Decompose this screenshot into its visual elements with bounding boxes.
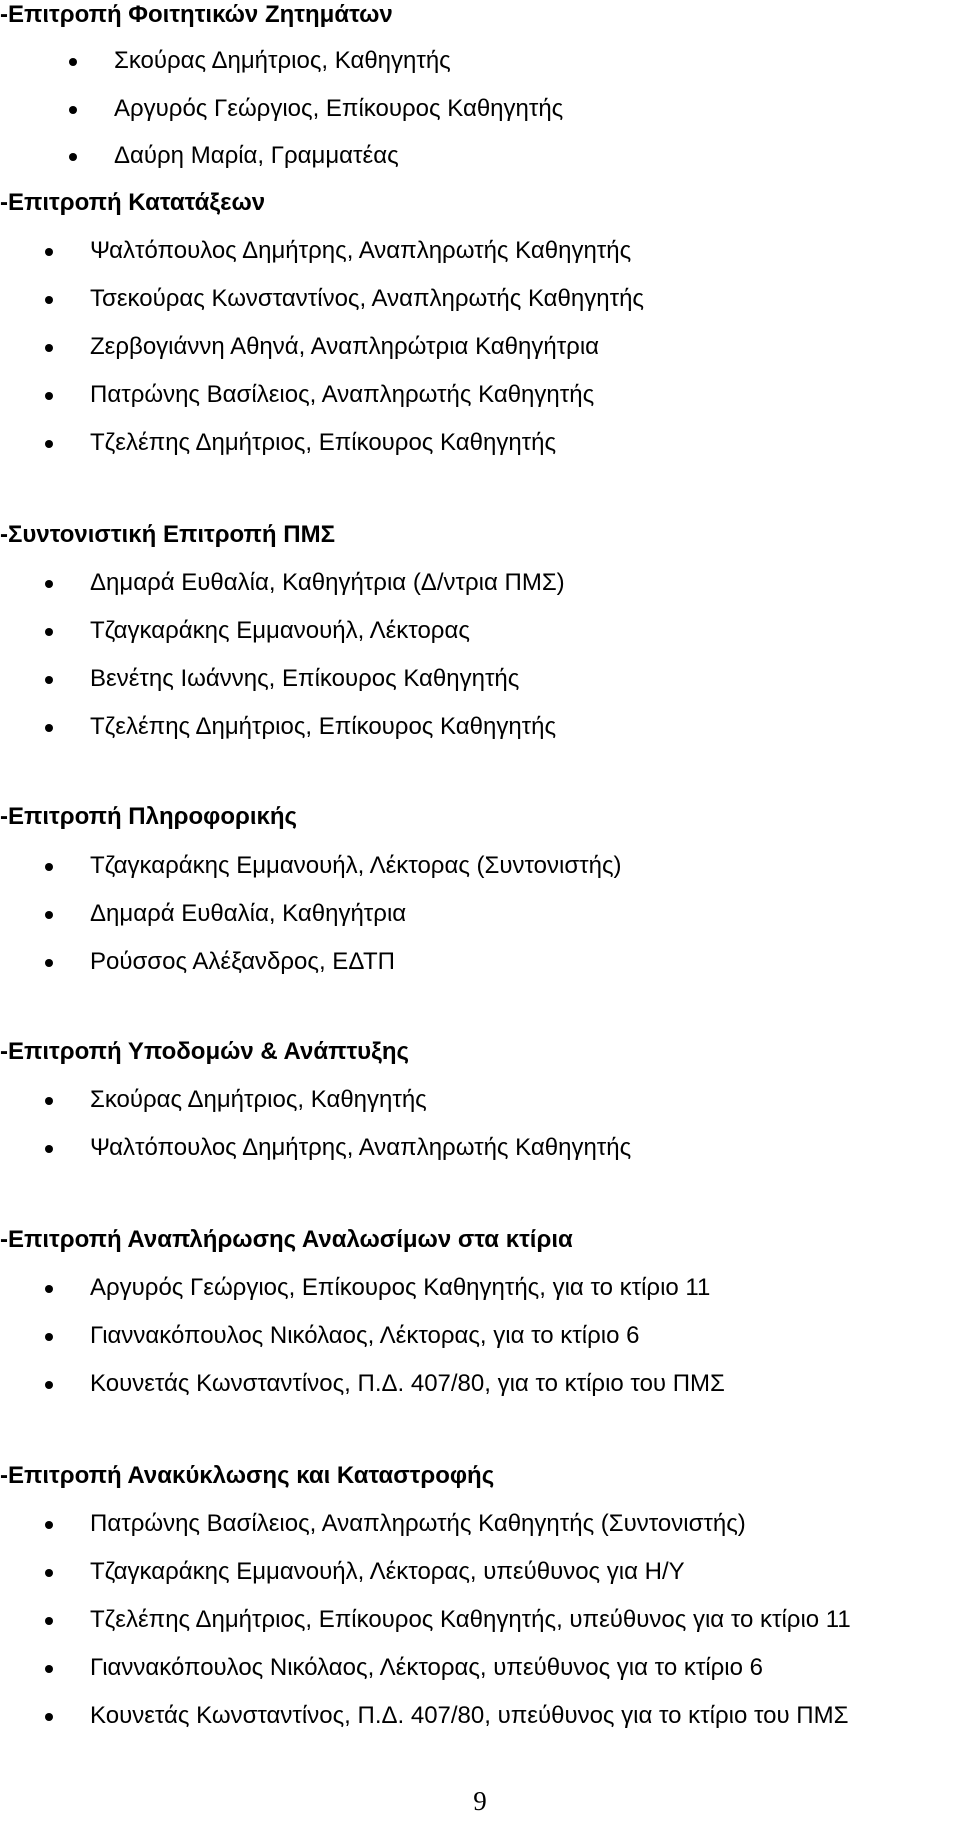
bullet-icon xyxy=(45,392,53,400)
list-item: Τζαγκαράκης Εμμανουήλ, Λέκτορας xyxy=(90,617,470,644)
bullet-icon xyxy=(69,153,77,161)
bullet-icon xyxy=(45,911,53,919)
section-heading-transfers: -Επιτροπή Κατατάξεων xyxy=(0,189,266,216)
list-item: Τζαγκαράκης Εμμανουήλ, Λέκτορας (Συντονιστής) xyxy=(90,852,622,879)
bullet-icon xyxy=(45,1285,53,1293)
list-item: Πατρώνης Βασίλειος, Αναπληρωτής Καθηγητής xyxy=(90,381,595,408)
bullet-icon xyxy=(45,724,53,732)
list-item: Τσεκούρας Κωνσταντίνος, Αναπληρωτής Καθηγητής xyxy=(90,285,644,312)
list-item: Κουνετάς Κωνσταντίνος, Π.Δ. 407/80, για το κτίριο του ΠΜΣ xyxy=(90,1370,725,1397)
section-heading-infrastructure: -Επιτροπή Υποδομών & Ανάπτυξης xyxy=(0,1038,409,1065)
list-item: Σκούρας Δημήτριος, Καθηγητής xyxy=(90,1086,427,1113)
bullet-icon xyxy=(45,1381,53,1389)
list-item: Ρούσσος Αλέξανδρος, ΕΔΤΠ xyxy=(90,948,395,975)
bullet-icon xyxy=(45,676,53,684)
list-item: Τζελέπης Δημήτριος, Επίκουρος Καθηγητής xyxy=(90,429,557,456)
section-heading-consumables: -Επιτροπή Αναπλήρωσης Αναλωσίμων στα κτίρια xyxy=(0,1226,573,1253)
section-heading-pms-coordination: -Συντονιστική Επιτροπή ΠΜΣ xyxy=(0,521,335,548)
list-item: Δαύρη Μαρία, Γραμματέας xyxy=(114,142,399,169)
bullet-icon xyxy=(45,1665,53,1673)
bullet-icon xyxy=(45,863,53,871)
bullet-icon xyxy=(45,344,53,352)
list-item: Δημαρά Ευθαλία, Καθηγήτρια xyxy=(90,900,407,927)
list-item: Γιαννακόπουλος Νικόλαος, Λέκτορας, για το κτίριο 6 xyxy=(90,1322,640,1349)
bullet-icon xyxy=(45,1569,53,1577)
section-heading-student-affairs: -Επιτροπή Φοιτητικών Ζητημάτων xyxy=(0,1,393,28)
bullet-icon xyxy=(45,1617,53,1625)
list-item: Πατρώνης Βασίλειος, Αναπληρωτής Καθηγητής (Συντονιστής) xyxy=(90,1510,746,1537)
bullet-icon xyxy=(45,248,53,256)
list-item: Γιαννακόπουλος Νικόλαος, Λέκτορας, υπεύθυνος για το κτίριο 6 xyxy=(90,1654,763,1681)
bullet-icon xyxy=(45,1097,53,1105)
list-item: Ζερβογιάννη Αθηνά, Αναπληρώτρια Καθηγήτρια xyxy=(90,333,600,360)
list-item: Τζελέπης Δημήτριος, Επίκουρος Καθηγητής xyxy=(90,713,557,740)
bullet-icon xyxy=(45,959,53,967)
bullet-icon xyxy=(45,628,53,636)
bullet-icon xyxy=(69,106,77,114)
list-item: Αργυρός Γεώργιος, Επίκουρος Καθηγητής xyxy=(114,95,564,122)
list-item: Ψαλτόπουλος Δημήτρης, Αναπληρωτής Καθηγητής xyxy=(90,237,632,264)
section-heading-informatics: -Επιτροπή Πληροφορικής xyxy=(0,803,298,830)
section-heading-recycling: -Επιτροπή Ανακύκλωσης και Καταστροφής xyxy=(0,1462,495,1489)
bullet-icon xyxy=(45,1333,53,1341)
bullet-icon xyxy=(45,440,53,448)
page-number: 9 xyxy=(473,1786,487,1816)
bullet-icon xyxy=(69,58,77,66)
list-item: Βενέτης Ιωάννης, Επίκουρος Καθηγητής xyxy=(90,665,520,692)
bullet-icon xyxy=(45,1145,53,1153)
bullet-icon xyxy=(45,580,53,588)
list-item: Δημαρά Ευθαλία, Καθηγήτρια (Δ/ντρια ΠΜΣ) xyxy=(90,569,565,596)
list-item: Κουνετάς Κωνσταντίνος, Π.Δ. 407/80, υπεύθυνος για το κτίριο του ΠΜΣ xyxy=(90,1702,849,1729)
list-item: Τζελέπης Δημήτριος, Επίκουρος Καθηγητής, υπεύθυνος για το κτίριο 11 xyxy=(90,1606,851,1633)
list-item: Ψαλτόπουλος Δημήτρης, Αναπληρωτής Καθηγητής xyxy=(90,1134,632,1161)
bullet-icon xyxy=(45,1713,53,1721)
list-item: Τζαγκαράκης Εμμανουήλ, Λέκτορας, υπεύθυνος για Η/Υ xyxy=(90,1558,685,1585)
list-item: Σκούρας Δημήτριος, Καθηγητής xyxy=(114,47,451,74)
bullet-icon xyxy=(45,296,53,304)
bullet-icon xyxy=(45,1521,53,1529)
list-item: Αργυρός Γεώργιος, Επίκουρος Καθηγητής, για το κτίριο 11 xyxy=(90,1274,711,1301)
